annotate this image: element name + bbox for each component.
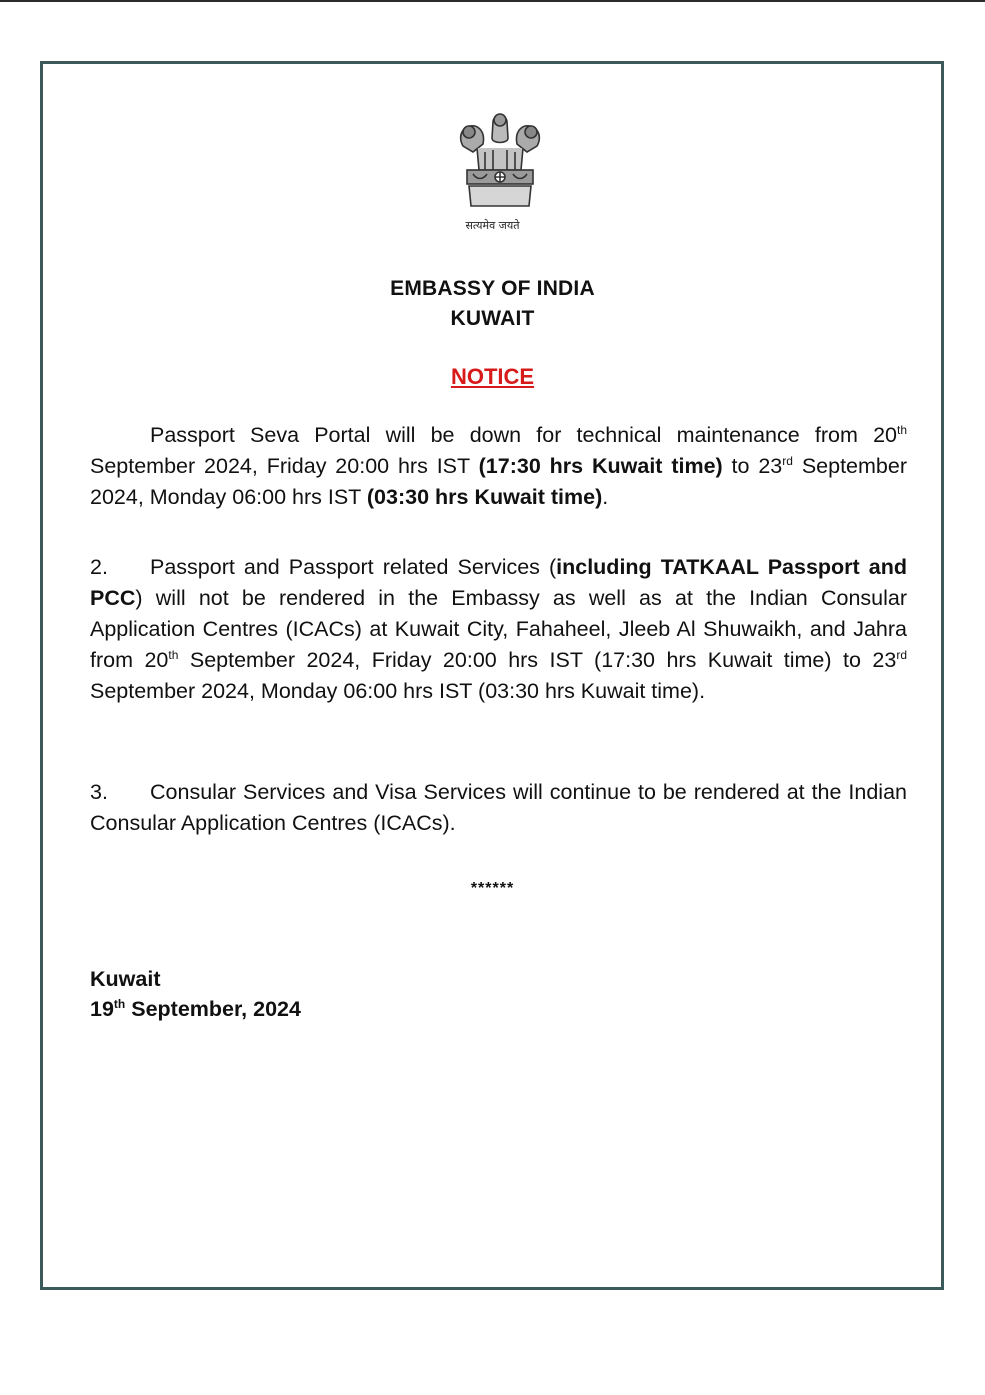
paragraph-2: 2. Passport and Passport related Services (including TATKAAL Passport and PCC) will not be rendered in the Embassy as well as at the Indian Consular Application Centres (ICACs) at Kuwait City, Fahaheel, Jleeb Al Shuwaikh, and Jahra from 20th September 2024, Friday 20:00 hrs IST (17:30 hrs Kuwait time) to 23rd September 2024, Monday 06:00 hrs IST (03:30 hrs Kuwait time). [90,552,907,707]
paragraph-number: 2. [90,555,108,579]
emblem-motto: सत्यमेव जयते [465,219,520,232]
national-emblem-icon [453,108,547,214]
embassy-location: KUWAIT [450,307,535,330]
separator: ****** [470,880,515,897]
paragraph-1: Passport Seva Portal will be down for technical maintenance from 20th September 2024, Friday 20:00 hrs IST (17:30 hrs Kuwait time) to 23rd September 2024, Monday 06:00 hrs IST (03:30 hrs Kuwait time). [90,423,907,509]
signoff-place: Kuwait [90,967,161,991]
top-rule [0,0,985,2]
embassy-name: EMBASSY OF INDIA [390,277,595,300]
signoff-date: 19th September, 2024 [90,997,301,1021]
notice-title: NOTICE [450,364,535,389]
paragraph-3: 3. Consular Services and Visa Services will continue to be rendered at the Indian Consular Application Centres (ICACs). [90,777,907,839]
paragraph-number: 3. [90,780,108,804]
